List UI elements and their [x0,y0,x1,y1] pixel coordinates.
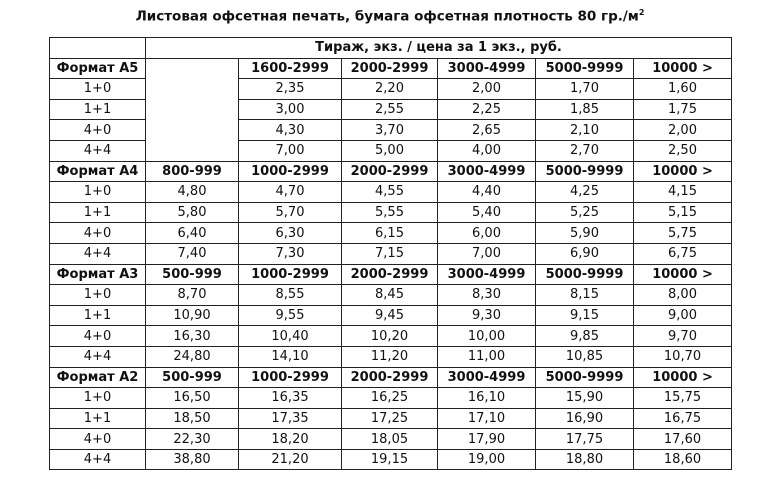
price-cell [146,79,239,100]
table-row [50,182,732,203]
table-row [50,99,732,120]
color-scheme-label: 1+1 [50,305,146,326]
color-scheme-label: 4+4 [50,449,146,470]
price-cell: 4,25 [536,182,634,203]
table-row [50,429,732,450]
quantity-range-header: 5000-9999 [536,58,634,79]
price-cell: 6,40 [146,223,239,244]
price-cell: 7,00 [239,140,342,161]
color-scheme-label: 1+1 [50,99,146,120]
price-cell: 6,30 [239,223,342,244]
price-cell: 5,55 [342,202,438,223]
quantity-range-header: 2000-2999 [342,264,438,285]
color-scheme-label: 1+1 [50,408,146,429]
price-cell: 1,75 [634,99,732,120]
table-row [50,79,732,100]
price-cell: 2,00 [438,79,536,100]
color-scheme-label: 4+0 [50,326,146,347]
price-cell: 8,15 [536,285,634,306]
price-cell: 24,80 [146,346,239,367]
price-cell: 2,20 [342,79,438,100]
price-cell: 21,20 [239,449,342,470]
color-scheme-label: 1+0 [50,285,146,306]
price-cell: 5,40 [438,202,536,223]
price-cell: 22,30 [146,429,239,450]
price-cell: 17,35 [239,408,342,429]
price-cell [146,140,239,161]
price-cell: 18,50 [146,408,239,429]
price-cell: 4,30 [239,120,342,141]
price-cell: 9,70 [634,326,732,347]
quantity-range-header: 1000-2999 [239,367,342,388]
price-cell: 18,80 [536,449,634,470]
price-cell: 9,45 [342,305,438,326]
table-row [50,223,732,244]
table-row [50,243,732,264]
price-cell: 17,25 [342,408,438,429]
price-cell: 2,00 [634,120,732,141]
price-cell: 17,10 [438,408,536,429]
price-cell: 18,20 [239,429,342,450]
price-cell: 16,30 [146,326,239,347]
price-cell: 5,15 [634,202,732,223]
format-label: Формат А5 [50,58,146,79]
price-cell: 8,00 [634,285,732,306]
section-header-row [50,161,732,182]
table-row [50,285,732,306]
color-scheme-label: 4+0 [50,120,146,141]
price-cell: 15,75 [634,388,732,409]
page-title [0,8,780,25]
price-cell: 17,90 [438,429,536,450]
color-scheme-label: 4+4 [50,346,146,367]
quantity-range-header: 5000-9999 [536,367,634,388]
price-cell: 10,00 [438,326,536,347]
price-cell: 4,70 [239,182,342,203]
price-cell: 8,45 [342,285,438,306]
price-cell: 18,05 [342,429,438,450]
price-table [49,37,732,470]
price-cell: 2,35 [239,79,342,100]
price-cell: 8,55 [239,285,342,306]
quantity-range-header: 3000-4999 [438,58,536,79]
price-cell: 16,50 [146,388,239,409]
color-scheme-label: 1+0 [50,388,146,409]
table-row [50,346,732,367]
price-cell: 2,50 [634,140,732,161]
price-cell: 15,90 [536,388,634,409]
price-cell: 5,00 [342,140,438,161]
price-cell: 16,25 [342,388,438,409]
table-row [50,140,732,161]
price-cell: 7,30 [239,243,342,264]
format-label: Формат А2 [50,367,146,388]
price-cell: 14,10 [239,346,342,367]
price-cell: 6,15 [342,223,438,244]
price-cell: 10,40 [239,326,342,347]
price-cell: 10,70 [634,346,732,367]
price-cell: 16,35 [239,388,342,409]
quantity-range-header: 3000-4999 [438,264,536,285]
table-header-row [50,38,732,59]
price-cell: 10,90 [146,305,239,326]
price-cell: 5,90 [536,223,634,244]
quantity-range-header: 10000 > [634,58,732,79]
quantity-range-header [146,58,239,79]
price-cell: 16,10 [438,388,536,409]
price-cell: 7,15 [342,243,438,264]
format-label: Формат А3 [50,264,146,285]
price-cell: 18,60 [634,449,732,470]
price-cell: 4,00 [438,140,536,161]
price-cell: 5,75 [634,223,732,244]
price-cell: 4,40 [438,182,536,203]
price-cell: 10,85 [536,346,634,367]
price-cell: 1,60 [634,79,732,100]
color-scheme-label: 1+0 [50,182,146,203]
quantity-range-header: 500-999 [146,367,239,388]
price-cell: 3,00 [239,99,342,120]
table-row [50,120,732,141]
table-row [50,408,732,429]
color-scheme-label: 1+0 [50,79,146,100]
price-cell: 5,80 [146,202,239,223]
price-cell: 6,75 [634,243,732,264]
quantity-range-header: 1600-2999 [239,58,342,79]
price-cell: 7,40 [146,243,239,264]
price-cell: 4,55 [342,182,438,203]
color-scheme-label: 4+4 [50,243,146,264]
price-cell: 1,70 [536,79,634,100]
price-cell: 9,85 [536,326,634,347]
title-text: Листовая офсетная печать, бумага офсетная плотность 80 гр./м [135,8,639,25]
price-cell: 16,75 [634,408,732,429]
price-cell: 2,65 [438,120,536,141]
table-row [50,449,732,470]
price-cell: 8,70 [146,285,239,306]
section-header-row [50,264,732,285]
quantity-range-header: 2000-2999 [342,161,438,182]
price-cell: 9,30 [438,305,536,326]
quantity-range-header: 10000 > [634,264,732,285]
quantity-range-header: 1000-2999 [239,161,342,182]
table-row [50,202,732,223]
quantity-range-header: 10000 > [634,161,732,182]
price-cell: 2,55 [342,99,438,120]
section-header-row [50,58,732,79]
price-cell: 5,70 [239,202,342,223]
price-cell: 38,80 [146,449,239,470]
quantity-range-header: 2000-2999 [342,367,438,388]
color-scheme-label: 1+1 [50,202,146,223]
price-cell: 19,15 [342,449,438,470]
color-scheme-label: 4+0 [50,223,146,244]
color-scheme-label: 4+4 [50,140,146,161]
quantity-range-header: 5000-9999 [536,161,634,182]
price-cell: 3,70 [342,120,438,141]
price-cell: 11,00 [438,346,536,367]
price-cell: 17,75 [536,429,634,450]
price-cell: 4,15 [634,182,732,203]
header-corner-cell [50,38,146,59]
quantity-range-header: 2000-2999 [342,58,438,79]
price-cell: 6,00 [438,223,536,244]
table-row [50,326,732,347]
price-cell: 2,25 [438,99,536,120]
price-cell: 6,90 [536,243,634,264]
title-superscript: 2 [638,8,645,17]
price-cell: 1,85 [536,99,634,120]
quantity-range-header: 500-999 [146,264,239,285]
quantity-range-header: 800-999 [146,161,239,182]
quantity-range-header: 3000-4999 [438,161,536,182]
price-cell: 16,90 [536,408,634,429]
price-cell: 9,55 [239,305,342,326]
price-cell: 7,00 [438,243,536,264]
quantity-range-header: 5000-9999 [536,264,634,285]
section-header-row [50,367,732,388]
price-table-body [50,38,732,470]
price-cell [146,99,239,120]
price-cell: 11,20 [342,346,438,367]
price-cell: 8,30 [438,285,536,306]
price-cell: 10,20 [342,326,438,347]
price-cell: 9,15 [536,305,634,326]
table-row [50,305,732,326]
price-cell [146,120,239,141]
header-caption: Тираж, экз. / цена за 1 экз., руб. [146,38,732,59]
price-cell: 5,25 [536,202,634,223]
price-cell: 17,60 [634,429,732,450]
price-cell: 2,10 [536,120,634,141]
price-cell: 9,00 [634,305,732,326]
price-cell: 2,70 [536,140,634,161]
price-cell: 19,00 [438,449,536,470]
table-row [50,388,732,409]
format-label: Формат А4 [50,161,146,182]
quantity-range-header: 1000-2999 [239,264,342,285]
quantity-range-header: 3000-4999 [438,367,536,388]
color-scheme-label: 4+0 [50,429,146,450]
price-cell: 4,80 [146,182,239,203]
quantity-range-header: 10000 > [634,367,732,388]
